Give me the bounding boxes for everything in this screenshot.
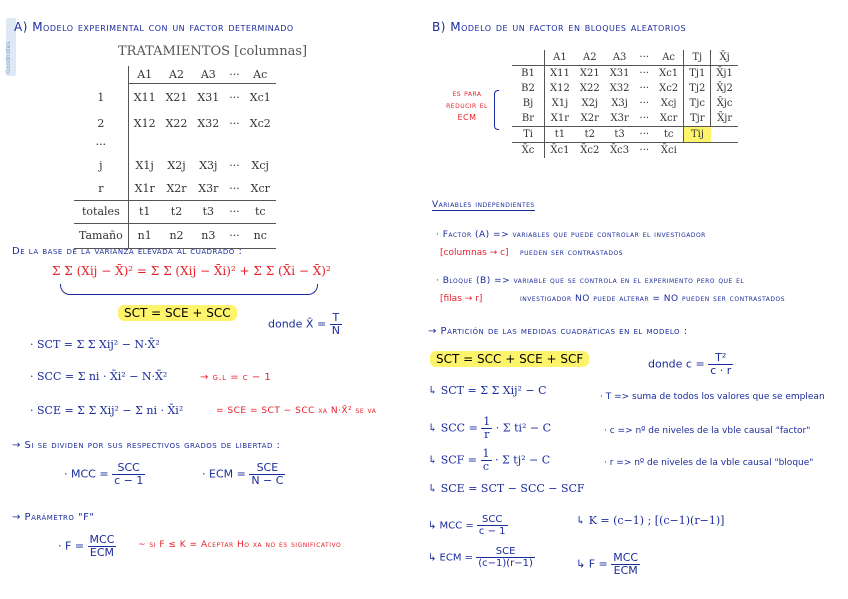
table1-cell: Xc2 [249, 117, 271, 130]
factor-sub: pueden ser contrastados [520, 248, 624, 258]
table1-row-label: 1 [97, 91, 105, 104]
bloque-line: · Bloque (B) => variable que se controla en el experimento pero que el [436, 276, 745, 286]
table1-row-label: 2 [97, 117, 105, 130]
table2-header: A3 [612, 52, 627, 63]
table2-cell: t2 [584, 129, 595, 140]
donde-x: donde X̄ = $\frac{T}{N}$ [268, 311, 340, 338]
table1-cell: n1 [128, 223, 160, 248]
bloque-tag: [filas → r] [440, 294, 483, 304]
table2-row-label: Ti [523, 129, 533, 140]
table1-header: A2 [161, 66, 193, 84]
donde-c: donde c = $\frac{\text{T²}}{c \cdot r}$ [648, 351, 732, 378]
table1-cell: X11 [128, 84, 160, 112]
table1-cell: X21 [165, 91, 188, 105]
table1-cell: n2 [169, 229, 184, 242]
table2-cell: X21 [579, 68, 600, 79]
table2-cell: X12 [545, 81, 575, 96]
table1-header: A3 [192, 66, 224, 84]
bloque-sub: investigador NO puede alterar = NO pueden ser contrastados [520, 294, 786, 304]
scc-formula-left: · SCC = Σ ni · X̄i² − N·X̄² [30, 370, 168, 383]
table2-cell: t3 [614, 129, 625, 140]
table1 [74, 66, 276, 249]
table2-cell: Tij [684, 127, 711, 143]
sct-sum-box: SCT = SCE + SCC [118, 306, 237, 320]
table2-header: A1 [545, 50, 575, 66]
mcc-right: ↳ MCC = $\frac{\text{SCC}}{c - 1}$ [428, 514, 506, 537]
table1-header: A1 [128, 66, 160, 84]
table2-cell: Tjr [684, 111, 711, 127]
base-title: De la base de la varianza elevada al cuadrado : [12, 246, 243, 257]
table1-row-label: totales [74, 200, 128, 223]
table2-cell: ··· [639, 98, 650, 109]
table1-row-label: Tamaño [74, 223, 128, 248]
table1-cell: X12 [128, 112, 160, 136]
sce-formula-left: · SCE = Σ Σ Xij² − Σ ni · X̄i² [30, 404, 184, 417]
table1-cell: X3r [198, 182, 219, 195]
table2-cell: X̄c3 [610, 145, 630, 156]
divide-title: → Si se dividen por sus respectivos grados de libertad : [12, 440, 281, 451]
table2-cell: X31 [609, 68, 630, 79]
table1-cell: ··· [229, 159, 240, 172]
table2-cell: t1 [545, 127, 575, 143]
table1-cell: Xcj [251, 159, 269, 172]
ecm-left: · ECM = $\frac{\text{SCE}}{N - C}$ [202, 461, 284, 488]
table1-cell: ··· [229, 205, 240, 218]
table2-header: Ac [662, 52, 676, 63]
table2-cell: Xcr [659, 113, 678, 124]
table2-cell: X2r [580, 113, 599, 124]
table1-cell: X1j [128, 154, 160, 178]
table1-cell: ··· [229, 117, 240, 130]
table2-cell: Xc2 [659, 83, 679, 94]
table1-row-label: r [98, 182, 104, 195]
section-a-title: A) Modelo experimental con un factor determinado [14, 20, 294, 34]
table2-cell: Xc1 [659, 68, 679, 79]
table2-cell: tc [663, 129, 674, 140]
table1-cell: X31 [197, 91, 220, 105]
table1-header: ··· [224, 66, 245, 84]
table2-cell: X̄jr [711, 111, 738, 127]
table2-row-label: B1 [521, 68, 535, 79]
table2-cell: X1j [545, 96, 575, 111]
f-right: ↳ F = $\frac{\text{MCC}}{\text{ECM}}$ [576, 551, 639, 578]
table2-cell: X̄ci [660, 145, 677, 156]
sct-partition-box: SCT = SCC + SCE + SCF [430, 352, 589, 366]
table1-row-label: j [99, 159, 103, 172]
table2-cell: X1r [545, 111, 575, 127]
table2-cell: X3r [610, 113, 629, 124]
table2-row-label: Bj [522, 98, 534, 109]
table2-cell: ··· [639, 83, 650, 94]
table2-cell: X̄c1 [545, 143, 575, 159]
table2-cell: X11 [545, 66, 575, 82]
param-title: → Parámetro "F" [12, 512, 95, 523]
sce-formula-right: ↳ SCE = SCT − SCC − SCF [428, 482, 585, 495]
scc-formula-right: ↳ SCC = $\frac{1}{r}$ · Σ ti² − C [428, 415, 552, 442]
f-left: · F = $\frac{\text{MCC}}{\text{ECM}}$ [58, 533, 115, 560]
table2-cell: X22 [579, 83, 600, 94]
table1-cell: tc [254, 205, 266, 218]
table1-cell: X1r [128, 178, 160, 201]
table2-cell: X32 [609, 83, 630, 94]
table2-cell: Tjc [684, 96, 711, 111]
table2-cell: Tj2 [684, 81, 711, 96]
table2-cell: X2j [581, 98, 599, 109]
table1-cell: X3j [199, 159, 218, 172]
scf-formula-right: ↳ SCF = $\frac{1}{c}$ · Σ tj² − C [428, 447, 551, 474]
table1-cell: ··· [229, 182, 240, 195]
table2-cell: ··· [639, 129, 650, 140]
f-note: ~ si F ≤ K = Aceptar Ho xa no es significativo [138, 540, 342, 550]
section-b-title: B) Modelo de un factor en bloques aleatorios [432, 20, 687, 34]
table2-cell: ··· [639, 68, 650, 79]
note-r: · r => nº de niveles de la vble causal "bloque" [604, 458, 814, 468]
table1-cell: t3 [202, 205, 215, 218]
table1-cell: X22 [165, 117, 188, 130]
table2-cell: ··· [639, 113, 650, 124]
base-formula: Σ Σ (Xij − X̄)² = Σ Σ (Xij − X̄i)² + Σ Σ (X̄i − X̄)² [52, 264, 331, 278]
table1-row-label: ··· [95, 138, 107, 151]
table1-header: Ac [245, 66, 276, 84]
scc-gl: → g.l = c − 1 [200, 372, 272, 383]
k-line: ↳ K = (c−1) ; [(c−1)(r−1)] [576, 514, 725, 527]
table1-title: TRATAMIENTOS [columnas] [118, 44, 308, 59]
table1-cell: X32 [197, 117, 220, 130]
table2 [512, 50, 738, 158]
table2-cell: X3j [611, 98, 628, 109]
table2-cell: ··· [639, 145, 650, 156]
ecm-right: ↳ ECM = $\frac{\text{SCE}}{(c-1)(r-1)}$ [428, 546, 533, 569]
table2-header: Tj [684, 50, 711, 66]
note-c: · c => nº de niveles de la vble causal "factor" [604, 426, 811, 436]
table1-cell: ··· [229, 91, 240, 105]
table2-cell: Tj1 [684, 66, 711, 82]
sct-formula-right: ↳ SCT = Σ Σ Xij² − C [428, 384, 547, 397]
table1-cell: n3 [201, 229, 216, 242]
es-para-brace [494, 90, 499, 130]
base-brace [60, 284, 318, 295]
factor-tag: [columnas → c] [440, 248, 509, 258]
table2-cell: X̄j1 [711, 66, 738, 82]
table1-cell: X2r [166, 182, 187, 195]
factor-line: · Factor (A) => variables que puede controlar el investigador [436, 230, 706, 240]
table1-cell: X2j [167, 159, 186, 172]
table2-row-label: B2 [521, 83, 535, 94]
sct-formula-left: · SCT = Σ Σ Xij² − N·X̄² [30, 338, 160, 351]
note-t: · T => suma de todos los valores que se emplean [600, 392, 825, 402]
table2-cell: Xcj [660, 98, 677, 109]
table2-cell: X̄jc [711, 96, 738, 111]
vars-title: Variables independientes [432, 200, 535, 210]
table2-header: A2 [582, 52, 597, 63]
table2-cell: X̄c2 [580, 145, 600, 156]
table1-cell: t2 [170, 205, 183, 218]
table2-header: X̄j [711, 50, 738, 66]
table1-cell: t1 [128, 200, 160, 223]
mcc-left: · MCC = $\frac{\text{SCC}}{c - 1}$ [64, 461, 144, 488]
table1-cell: ··· [229, 229, 240, 242]
sce-note: = SCE = SCT − SCC xa N·X̄² se va [216, 406, 377, 416]
table2-header: ··· [639, 52, 650, 63]
table1-cell: nc [253, 229, 267, 242]
es-para-note: es para reducir el ECM [446, 89, 488, 122]
table2-row-label: Br [521, 113, 535, 124]
side-tab-label: Goodnotes [5, 41, 12, 74]
table1-cell: Xcr [250, 182, 270, 195]
table2-row-label: X̄c [521, 145, 535, 156]
table1-cell: Xc1 [249, 91, 271, 105]
particion-title: → Partición de las medidas cuadráticas en el modelo : [428, 326, 688, 337]
table2-cell: X̄j2 [711, 81, 738, 96]
